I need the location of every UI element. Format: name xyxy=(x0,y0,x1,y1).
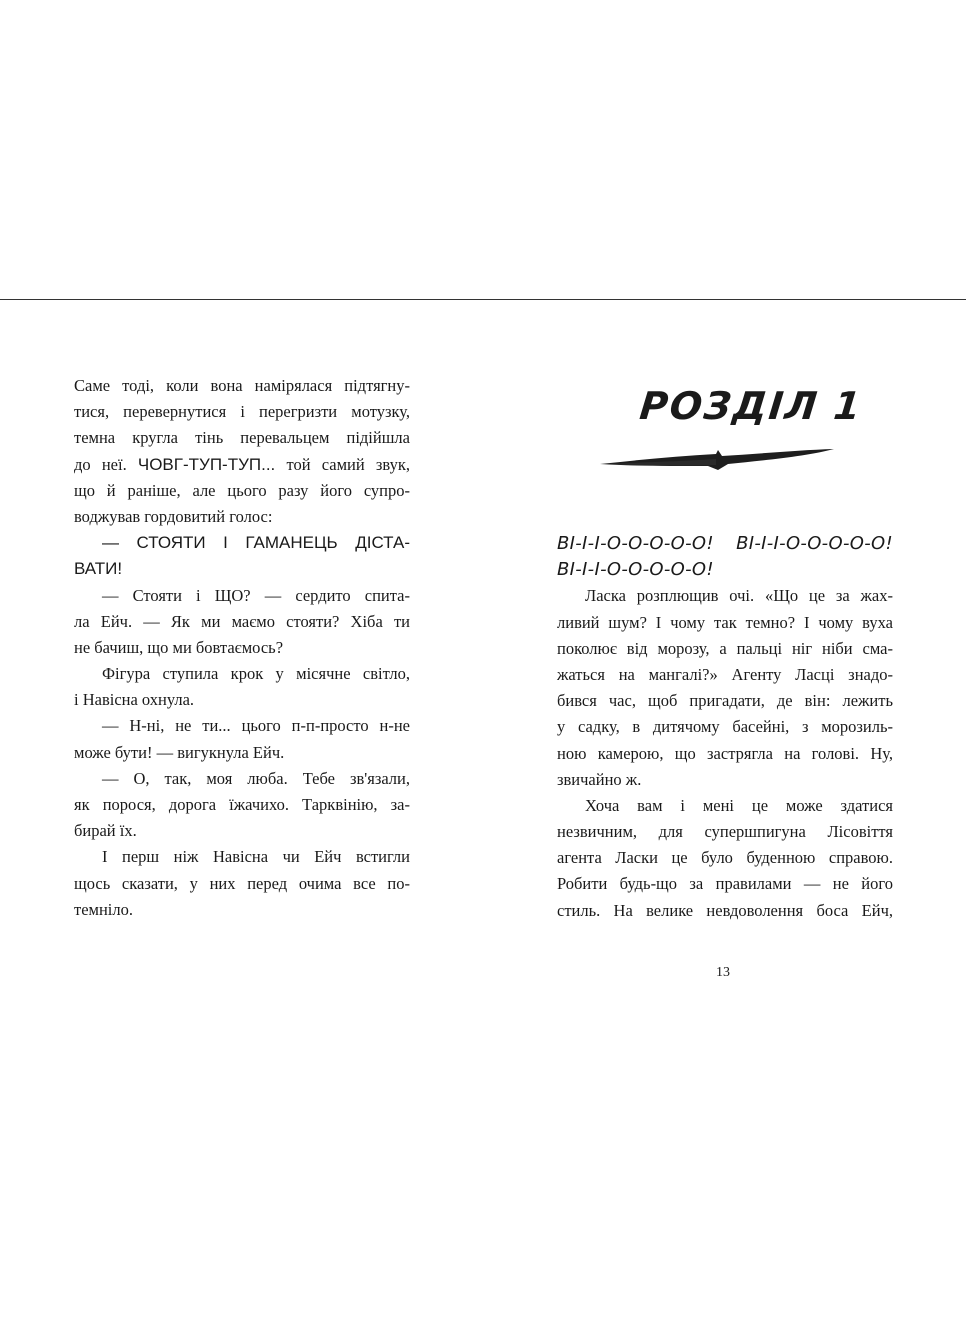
brush-stroke-decoration xyxy=(598,440,838,480)
paragraph xyxy=(74,530,410,582)
text-segment: воджував гордовитий голос: xyxy=(74,506,273,526)
text-line xyxy=(557,714,893,740)
paragraph xyxy=(557,793,893,924)
text-segment: темна кругла тінь перевальцем підійшла xyxy=(74,428,410,448)
text-segment: той самий звук, xyxy=(275,454,410,474)
text-line xyxy=(74,687,410,713)
text-segment: звичайно ж. xyxy=(557,769,642,789)
text-segment: бирай їх. xyxy=(74,821,137,841)
text-segment: ла Ейч. — Як ми маємо стояти? Хіба ти xyxy=(74,611,410,631)
text-segment: Ласка розплющив очі. «Що це за жах- xyxy=(585,586,893,606)
text-segment: як порося, дорога їжачихо. Тарквінію, за- xyxy=(74,795,410,814)
text-segment: може бути! — вигукнула Ейч. xyxy=(74,742,285,762)
page-number: 13 xyxy=(716,965,730,980)
text-segment: щось сказати, у них перед очима все по- xyxy=(74,873,410,893)
text-line xyxy=(557,662,893,688)
text-line xyxy=(74,583,410,609)
emphasis-text: ЧОВГ-ТУП-ТУП... xyxy=(137,454,276,474)
text-segment: бився час, щоб пригадати, де він: лежить xyxy=(557,691,893,711)
text-segment: стиль. На велике невдоволення боса Ейч, xyxy=(557,900,893,920)
text-segment: не бачиш, що ми бовтаємось? xyxy=(74,637,284,657)
text-line xyxy=(74,661,410,687)
text-segment: незвичним, для супершпигуна Лісовіття xyxy=(557,822,893,842)
text-line xyxy=(74,766,410,792)
text-segment: — Н-ні, не ти... цього п-п-просто н-не xyxy=(102,716,410,736)
text-line xyxy=(74,897,410,923)
text-segment: — Стояти і ЩО? — сердито спита- xyxy=(102,585,410,605)
text-line xyxy=(557,610,893,636)
text-line xyxy=(74,792,410,818)
text-segment: І перш ніж Навісна чи Ейч встигли xyxy=(102,847,410,867)
text-segment: і Навісна охнула. xyxy=(74,690,195,710)
sound-effect-paragraph xyxy=(557,531,893,583)
text-line xyxy=(557,767,893,793)
text-line xyxy=(74,844,410,870)
text-segment: ною камерою, що застрягла на голові. Ну, xyxy=(557,743,893,763)
paragraph xyxy=(74,844,410,923)
text-segment: жаться на мангалі?» Агенту Ласці знадо- xyxy=(557,664,893,684)
paragraph xyxy=(74,713,410,765)
left-page-text xyxy=(74,373,410,923)
text-line xyxy=(557,819,893,845)
page-top-divider xyxy=(0,299,966,300)
text-line xyxy=(557,898,893,924)
text-line xyxy=(557,557,893,583)
text-line xyxy=(557,871,893,897)
emphasis-text: — СТОЯТИ І ГАМАНЕЦЬ ДІСТА- xyxy=(102,533,410,553)
chapter-heading: РОЗДІЛ 1 xyxy=(637,384,865,428)
paragraph xyxy=(74,583,410,662)
text-line xyxy=(74,740,410,766)
text-line xyxy=(557,741,893,767)
text-line xyxy=(74,530,410,556)
text-segment: Робити будь-що за правилами — не його xyxy=(557,874,893,894)
text-line xyxy=(557,636,893,662)
text-segment: що й раніше, але цього разу його супро- xyxy=(74,480,410,500)
text-segment: Саме тоді, коли вона намірялася підтягну- xyxy=(74,376,410,395)
text-line xyxy=(557,531,893,557)
text-segment: Хоча вам і мені це може здатися xyxy=(585,795,893,815)
text-segment: — О, так, моя люба. Тебе зв'язали, xyxy=(102,768,410,788)
text-line xyxy=(74,635,410,661)
text-line xyxy=(74,452,410,478)
text-segment: агента Ласки це було буденною справою. xyxy=(557,848,893,868)
right-page-text xyxy=(557,531,893,924)
text-segment: темніло. xyxy=(74,899,133,919)
text-line xyxy=(74,713,410,739)
text-line xyxy=(74,556,410,582)
text-line xyxy=(557,845,893,871)
text-line xyxy=(74,399,410,425)
text-line xyxy=(74,478,410,504)
paragraph xyxy=(74,373,410,530)
text-line xyxy=(74,504,410,530)
text-segment: ливий шум? І чому так темно? І чому вуха xyxy=(557,612,893,632)
text-segment: поколює від морозу, а пальці ніг ніби сма- xyxy=(557,638,893,658)
text-line xyxy=(557,583,893,609)
text-line xyxy=(74,373,410,399)
emphasis-text: ВАТИ! xyxy=(74,559,123,579)
text-segment: Фігура ступила крок у місячне світло, xyxy=(102,664,410,684)
paragraph xyxy=(74,766,410,845)
text-line xyxy=(557,793,893,819)
text-line xyxy=(557,688,893,714)
text-segment: до неї. xyxy=(74,454,138,474)
text-line xyxy=(74,609,410,635)
emphasis-text: ВІ-І-І-О-О-О-О-О! xyxy=(557,559,714,581)
text-line xyxy=(74,818,410,844)
text-segment: тися, перевернутися і перегризти мотузку, xyxy=(74,402,410,422)
paragraph xyxy=(74,661,410,713)
text-line xyxy=(74,871,410,897)
text-line xyxy=(74,425,410,451)
paragraph xyxy=(557,583,893,793)
text-segment: у садку, в дитячому басейні, з морозиль- xyxy=(557,717,893,737)
emphasis-text: ВІ-І-І-О-О-О-О-О! ВІ-І-І-О-О-О-О-О! xyxy=(557,533,893,554)
